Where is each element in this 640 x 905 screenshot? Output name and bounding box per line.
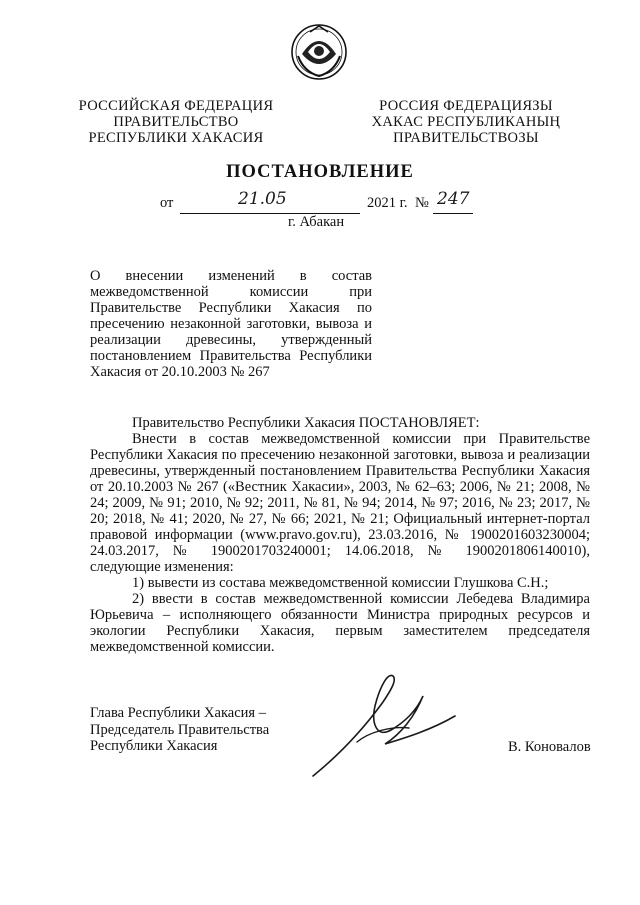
number-field (433, 189, 473, 214)
handwritten-number: 247 (437, 189, 470, 209)
position-line-2: Председатель Правительства (90, 721, 270, 738)
item-1: 1) вывести из состава межведомственной комиссии Глушкова С.Н.; (132, 575, 549, 591)
document-title: ПОСТАНОВЛЕНИЕ (226, 162, 414, 182)
coat-of-arms-emblem (288, 22, 350, 82)
date-year: 2021 г. (367, 195, 408, 211)
signatory-name: В. Коновалов (508, 739, 591, 755)
document-body (90, 415, 590, 655)
header-right-line-3: ПРАВИТЕЛЬСТВОЗЫ (393, 130, 539, 146)
item-2: 2) ввести в состав межведомственной комиссии Лебедева Владимира Юрьевича – исполняющего обязанности Министра природных ресурсов и экологии Республики Хакасия, первым заместителем председателя межведомственной комиссии. (90, 591, 590, 655)
resolves-line: Правительство Республики Хакасия ПОСТАНОВЛЯЕТ: (132, 415, 480, 431)
date-prefix: от (160, 195, 174, 211)
header-right-line-1: РОССИЯ ФЕДЕРАЦИЯЗЫ (379, 98, 553, 114)
header-left (72, 98, 280, 146)
header-right-line-2: ХАКАС РЕСПУБЛИКАНЫҢ (371, 114, 561, 130)
position-line-3: Республики Хакасия (90, 738, 218, 754)
handwritten-signature (305, 672, 465, 780)
header-left-line-2: ПРАВИТЕЛЬСТВО (113, 114, 239, 130)
signatory-position (90, 705, 269, 755)
city: г. Абакан (288, 214, 345, 230)
position-line-1: Глава Республики Хакасия – (90, 705, 266, 721)
header-left-line-3: РЕСПУБЛИКИ ХАКАСИЯ (88, 130, 264, 146)
header-right (368, 98, 564, 146)
header-left-line-1: РОССИЙСКАЯ ФЕДЕРАЦИЯ (78, 98, 274, 114)
number-sign: № (415, 195, 429, 211)
main-paragraph: Внести в состав межведомственной комиссии при Правительстве Республики Хакасия по пресечению незаконной заготовки, вывоза и реализации древесины, утвержденный постановлением Правительства Республики Хакасия от 20.10.2003 № 267 («Вестник Хакасии», 2003, № 62–63; 2006, № 21; 2008, № 24; 2009, № 91; 2010, № 92; 2011, № 81, № 94; 2014, № 97; 2016, № 23; 2017, № 20; 2018, № 41; 2020, № 27, № 66; 2021, № 21; Официальный интернет-портал правовой информации (www.pravo.gov.ru), 23.03.2016, № 1900201603230004; 24.03.2017, № 1900201703240001; 14.06.2018, № 1900201806140010), следующие изменения: (90, 431, 590, 575)
document-subject: О внесении изменений в состав межведомственной комиссии при Правительстве Республики Хакасия по пресечению незаконной заготовки, вывоза и реализации древесины, утвержденный постановлением Правительства Республики Хакасия от 20.10.2003 № 267 (90, 268, 372, 380)
date-field (180, 189, 360, 214)
handwritten-date: 21.05 (238, 189, 287, 209)
